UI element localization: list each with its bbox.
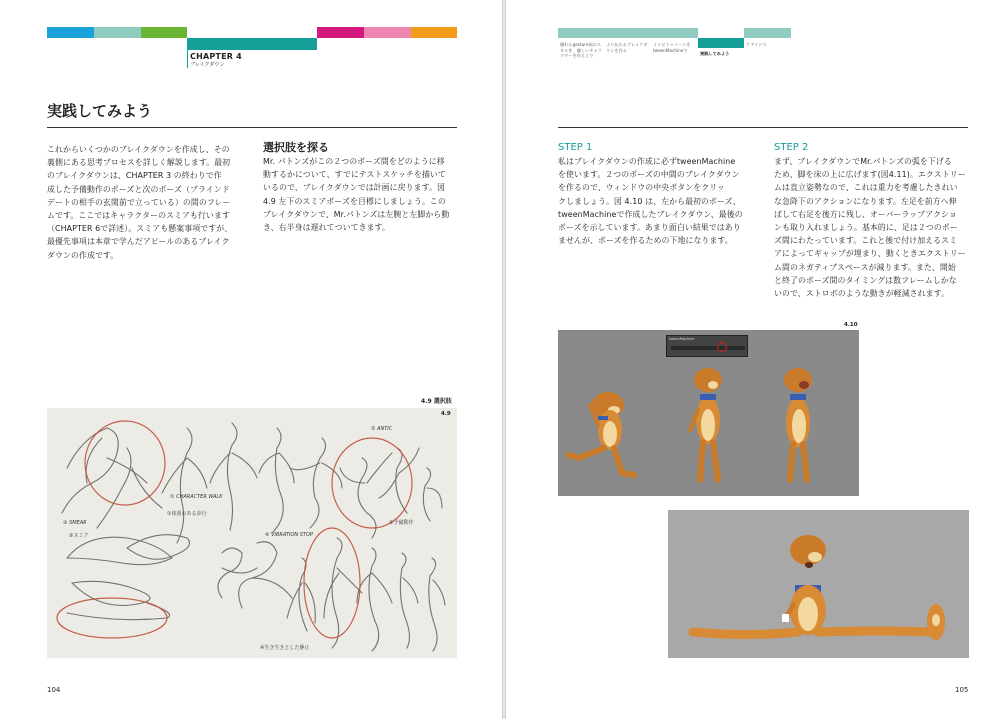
figure-tag: 4.9 <box>441 411 451 417</box>
split-pose-figure <box>668 510 969 658</box>
sub-line: き、右半身は遅れてついてきます。 <box>263 223 390 233</box>
step2-line: ムは直立姿勢なので、これは重力を考慮したきれい <box>774 183 958 193</box>
intro-line: ダウンの作成です。 <box>47 250 119 260</box>
sketch-handwriting-4: ④ VIBRATION STOP <box>265 532 313 538</box>
step1-line: 私はブレイクダウンの作成に必ずtweenMachine <box>558 157 736 166</box>
sub-line: 4.9 左下のスミアポーズを目標にしましょう。この <box>263 196 446 206</box>
sketch-label-2: ②予備動作 <box>389 520 414 526</box>
section-rule <box>47 127 457 128</box>
intro-line: ムです。ここではキャラクターのスミアも行います <box>47 211 230 221</box>
intro-line: これからいくつかのブレイクダウンを作成し、その <box>47 145 230 154</box>
step1-heading: STEP 1 <box>558 142 593 153</box>
nav-label-2: より伝わるブレイクダウンを作る <box>606 42 648 53</box>
pose-2 <box>690 368 722 480</box>
sketch-handwriting-3: ③ SMEAR <box>63 520 87 526</box>
step2-line: ム間のネガティブスペースが減ります。また、開始 <box>774 262 956 272</box>
tool-window-title: tweenMachine <box>669 337 695 341</box>
chapter-tab <box>187 38 317 50</box>
intro-line: 裏側にある思考プロセスを詳しく解説します。最初 <box>47 158 231 168</box>
intro-line: 最優先事項は本章で学んだアピールのあるブレイク <box>47 237 230 247</box>
color-bar-pink <box>364 27 411 38</box>
left-page <box>0 0 502 719</box>
step1-line: tweenMachineで作成したブレイクダウン、最後の <box>558 209 743 219</box>
pose-3 <box>784 368 812 480</box>
intro-line: 成した予備動作のポーズと次のポーズ（ブラインド <box>47 184 230 194</box>
nav-label-1: 優れたgesture画のスキルを、優しいキャラクターを作る上で <box>560 42 602 58</box>
step1-line: ポーズを示しています。あまり面白い結果ではあり <box>558 223 741 233</box>
nav-tab-current <box>698 38 744 48</box>
sketch-handwriting-1: ① CHARACTER WALK <box>170 494 223 500</box>
viewport-figure <box>558 330 859 496</box>
subheading: 選択肢を探る <box>263 141 329 154</box>
sketch-label-4: ④生き生きとした静止 <box>260 645 310 651</box>
chapter-subtitle: ブレイクダウン <box>190 62 225 68</box>
nav-label-5: ケアイドス <box>746 42 767 47</box>
step1-line: クしましょう。図 4.10 は、左から最初のポーズ、 <box>558 196 741 206</box>
pose-1 <box>569 392 634 475</box>
right-page <box>506 0 1007 719</box>
sub-line: Mr. パトンズがこの２つのポーズ間をどのように移 <box>263 157 445 166</box>
intro-line: （CHAPTER 6で詳述）。スミアも懸案事項ですが、 <box>47 224 233 234</box>
sub-line: ブレイクダウンで、Mr.パトンズは左腕と左脚から動 <box>263 209 450 219</box>
sketch-drawing <box>47 408 457 658</box>
intro-paragraph <box>47 143 257 262</box>
nav-label-current: 実践してみよう <box>700 51 730 56</box>
split-pose-render <box>668 510 969 658</box>
step1-line: を使います。２つのポーズの中間のブレイクダウン <box>558 170 740 180</box>
nav-tab-5 <box>744 28 791 38</box>
sub-paragraph <box>263 155 459 234</box>
step2-line: と終了のポーズ間のタイミングは数フレームしかな <box>774 275 957 285</box>
step2-line: ため、脚を床の上に広げます(図4.11)。エクストリー <box>774 170 966 180</box>
chapter-tab-border <box>187 38 188 68</box>
color-bar-orange <box>411 27 457 38</box>
intro-line: のブレイクダウンは、CHAPTER 3 の終わりで作 <box>47 171 222 181</box>
fig10-tag: 4.10 <box>844 322 858 328</box>
right-section-rule <box>558 127 968 128</box>
section-title: 実践してみよう <box>47 102 153 120</box>
nav-label-3: インビトゥイーンをtweenMachineで <box>653 42 691 53</box>
three-poses-render <box>558 330 859 496</box>
color-bar-green <box>141 27 187 38</box>
step2-paragraph <box>774 155 974 300</box>
sketch-handwriting-2: ② ANTIC <box>371 426 393 432</box>
page-number-left: 104 <box>47 686 61 694</box>
page-number-right: 105 <box>955 686 969 694</box>
step2-line: ズ間にわたっています。これと後で付け加えるスミ <box>774 236 958 246</box>
sketch-label-3: ③スミア <box>69 533 89 539</box>
figure-caption: 4.9 選択肢 <box>421 398 452 405</box>
step2-line: ンも取り入れましょう。基本的に、足は２つのポー <box>774 223 958 233</box>
sub-line: いるので、ブレイクダウンでは計画に戻ります。図 <box>263 183 445 193</box>
nav-tab-3 <box>651 28 698 38</box>
nav-tab-1 <box>558 28 604 38</box>
sketch-figure <box>47 408 457 658</box>
step1-line: ませんが、ポーズを作るための下地になります。 <box>558 236 733 246</box>
red-circles <box>57 421 412 638</box>
nav-tab-2 <box>604 28 651 38</box>
step2-line: アによってギャップが埋まり、動くときエクストリー <box>774 249 966 259</box>
sub-line: 動するかについて、すでにテストスケッチを描いて <box>263 170 446 180</box>
step2-line: な急降下のアクションになります。左足を前方へ伸 <box>774 196 957 206</box>
step2-heading: STEP 2 <box>774 142 809 153</box>
color-bar-blue <box>47 27 94 38</box>
intro-line: デートの相手の玄関前で立っている）の間のフレー <box>47 197 231 207</box>
color-bar-magenta <box>317 27 364 38</box>
step1-paragraph <box>558 155 758 247</box>
step2-line: まず、ブレイクダウンでMr.パトンズの弧を下げる <box>774 157 952 166</box>
chapter-title: CHAPTER 4 <box>190 52 242 61</box>
sketch-label-1: ①体重のある歩行 <box>167 511 207 517</box>
color-bar-mint <box>94 27 141 38</box>
step2-line: いので、ストロボのような動きが軽減されます。 <box>774 289 950 299</box>
step2-line: ばして右足を後方に残し、オーバーラップアクショ <box>774 209 957 219</box>
step1-line: を作るので、ウィンドウの中央ボタンをクリッ <box>558 183 725 193</box>
